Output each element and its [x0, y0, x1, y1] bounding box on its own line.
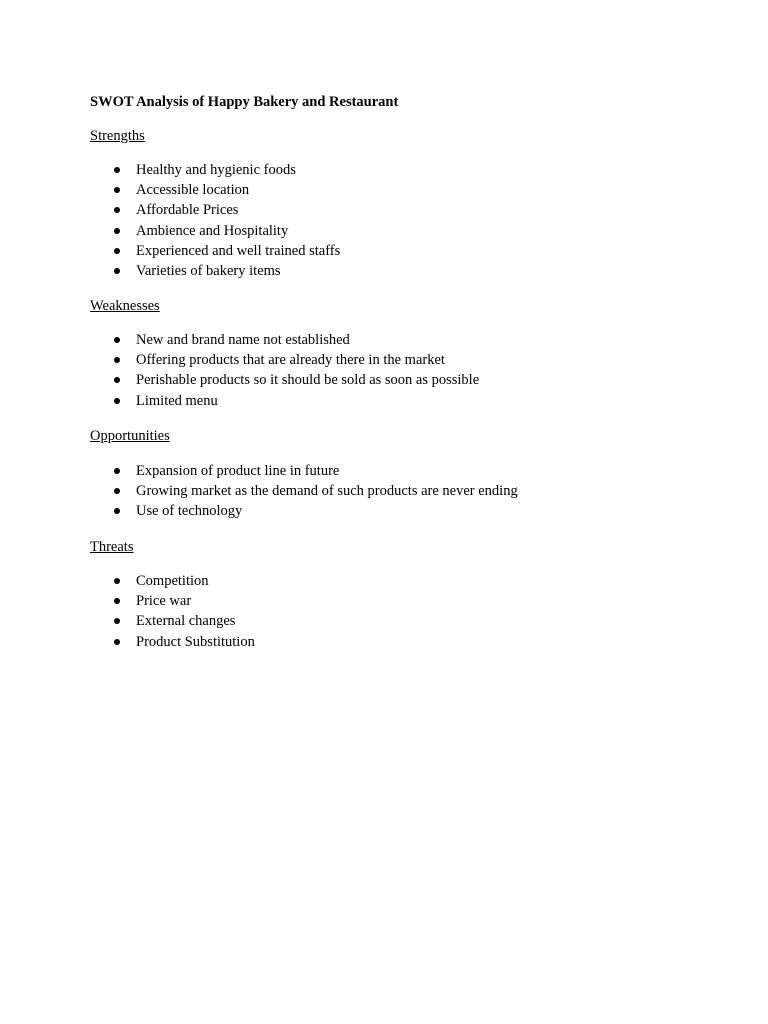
- bullet-icon: [114, 228, 120, 234]
- section-heading-opportunities: Opportunities: [90, 428, 170, 444]
- bullet-icon: [114, 248, 120, 254]
- document-title: SWOT Analysis of Happy Bakery and Restaurant: [90, 94, 399, 110]
- list-item-text: Experienced and well trained staffs: [136, 242, 341, 259]
- list-item-text: Price war: [136, 593, 192, 610]
- list-item-text: Competition: [136, 573, 209, 589]
- bullet-icon: [114, 268, 120, 274]
- list-item-text: Ambience and Hospitality: [136, 222, 289, 239]
- list-item-text: External changes: [136, 613, 236, 630]
- list-item-text: Use of technology: [136, 503, 243, 520]
- bullet-icon: [114, 468, 120, 474]
- list-item-text: Healthy and hygienic foods: [136, 162, 296, 178]
- list-item-text: New and brand name not established: [136, 332, 350, 348]
- section-heading-strengths: Strengths: [90, 128, 145, 144]
- list-item-text: Growing market as the demand of such products are never ending: [136, 483, 518, 500]
- list-item-text: Perishable products so it should be sold as soon as possible: [136, 372, 480, 389]
- bullet-icon: [114, 337, 120, 343]
- bullet-icon: [114, 207, 120, 213]
- bullet-icon: [114, 488, 120, 494]
- bullet-icon: [114, 167, 120, 173]
- bullet-icon: [114, 357, 120, 363]
- bullet-icon: [114, 618, 120, 624]
- bullet-icon: [114, 187, 120, 193]
- list-item-text: Affordable Prices: [136, 202, 239, 219]
- section-heading-threats: Threats: [90, 539, 134, 555]
- list-item-text: Product Substitution: [136, 633, 255, 650]
- bullet-icon: [114, 377, 120, 383]
- section-heading-weaknesses: Weaknesses: [90, 298, 160, 314]
- bullet-icon: [114, 508, 120, 514]
- list-item-text: Offering products that are already there in the market: [136, 352, 445, 369]
- list-item-text: Varieties of bakery items: [136, 262, 281, 279]
- list-item-text: Expansion of product line in future: [136, 463, 340, 479]
- bullet-icon: [114, 398, 120, 404]
- list-item-text: Limited menu: [136, 392, 218, 409]
- list-item-text: Accessible location: [136, 182, 250, 199]
- bullet-icon: [114, 578, 120, 584]
- bullet-icon: [114, 598, 120, 604]
- bullet-icon: [114, 639, 120, 645]
